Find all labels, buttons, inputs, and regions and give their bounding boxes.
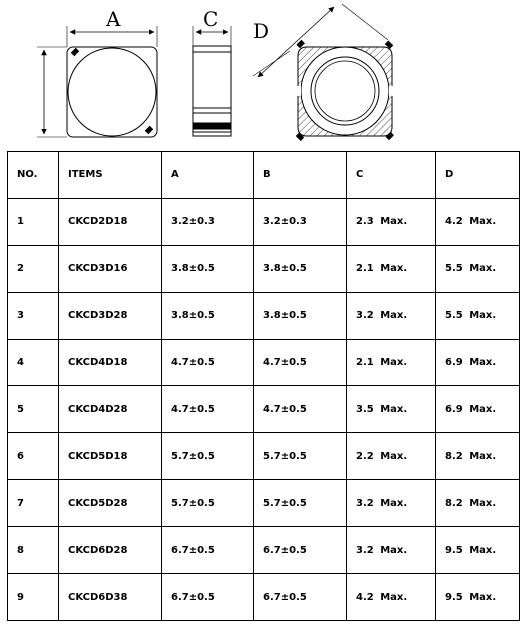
cell-d: 8.2 Max. xyxy=(436,433,520,480)
cell-c: 2.3 Max. xyxy=(347,198,436,245)
cell-b: 3.8±0.5 xyxy=(254,245,347,292)
cell-c: 2.2 Max. xyxy=(347,433,436,480)
cell-b: 3.2±0.3 xyxy=(254,198,347,245)
cell-item: CKCD4D28 xyxy=(59,386,162,433)
spec-table xyxy=(7,151,520,621)
cell-d: 9.5 Max. xyxy=(436,527,520,574)
table-row xyxy=(8,574,520,621)
cell-item: CKCD3D16 xyxy=(59,245,162,292)
cell-c: 2.1 Max. xyxy=(347,245,436,292)
dimension-drawing xyxy=(0,0,526,150)
table-row xyxy=(8,198,520,245)
cell-no: 3 xyxy=(8,292,59,339)
cell-c: 2.1 Max. xyxy=(347,339,436,386)
table-header-row xyxy=(8,152,520,199)
cell-a: 4.7±0.5 xyxy=(162,339,254,386)
table-row xyxy=(8,292,520,339)
table-row xyxy=(8,339,520,386)
header-d: D xyxy=(436,152,520,199)
cell-no: 5 xyxy=(8,386,59,433)
cell-item: CKCD5D28 xyxy=(59,480,162,527)
table-row xyxy=(8,480,520,527)
cell-item: CKCD6D38 xyxy=(59,574,162,621)
cell-c: 3.5 Max. xyxy=(347,386,436,433)
cell-a: 5.7±0.5 xyxy=(162,433,254,480)
cell-a: 3.2±0.3 xyxy=(162,198,254,245)
dim-d-label: D xyxy=(253,19,270,43)
cell-a: 3.8±0.5 xyxy=(162,245,254,292)
table-row xyxy=(8,386,520,433)
cell-item: CKCD2D18 xyxy=(59,198,162,245)
header-c: C xyxy=(347,152,436,199)
cell-c: 3.2 Max. xyxy=(347,527,436,574)
side-view xyxy=(193,26,231,136)
section-view xyxy=(253,4,394,141)
cell-no: 6 xyxy=(8,433,59,480)
cell-item: CKCD4D18 xyxy=(59,339,162,386)
cell-item: CKCD3D28 xyxy=(59,292,162,339)
cell-c: 3.2 Max. xyxy=(347,480,436,527)
cell-d: 5.5 Max. xyxy=(436,292,520,339)
cell-d: 9.5 Max. xyxy=(436,574,520,621)
cell-item: CKCD6D28 xyxy=(59,527,162,574)
dim-c-label: C xyxy=(203,7,219,31)
cell-c: 3.2 Max. xyxy=(347,292,436,339)
header-a: A xyxy=(162,152,254,199)
cell-b: 4.7±0.5 xyxy=(254,339,347,386)
cell-b: 4.7±0.5 xyxy=(254,386,347,433)
cell-a: 5.7±0.5 xyxy=(162,480,254,527)
header-items: ITEMS xyxy=(59,152,162,199)
cell-b: 6.7±0.5 xyxy=(254,527,347,574)
cell-b: 3.8±0.5 xyxy=(254,292,347,339)
table-row xyxy=(8,245,520,292)
cell-no: 4 xyxy=(8,339,59,386)
dim-a-label: A xyxy=(106,7,121,31)
cell-d: 6.9 Max. xyxy=(436,339,520,386)
cell-no: 2 xyxy=(8,245,59,292)
cell-a: 4.7±0.5 xyxy=(162,386,254,433)
cell-no: 7 xyxy=(8,480,59,527)
cell-b: 5.7±0.5 xyxy=(254,433,347,480)
cell-d: 8.2 Max. xyxy=(436,480,520,527)
cell-d: 4.2 Max. xyxy=(436,198,520,245)
top-view xyxy=(37,26,157,137)
cell-a: 6.7±0.5 xyxy=(162,527,254,574)
cell-no: 8 xyxy=(8,527,59,574)
cell-b: 6.7±0.5 xyxy=(254,574,347,621)
cell-no: 9 xyxy=(8,574,59,621)
cell-a: 6.7±0.5 xyxy=(162,574,254,621)
header-b: B xyxy=(254,152,347,199)
table-row xyxy=(8,433,520,480)
cell-a: 3.8±0.5 xyxy=(162,292,254,339)
header-no: NO. xyxy=(8,152,59,199)
cell-d: 5.5 Max. xyxy=(436,245,520,292)
cell-b: 5.7±0.5 xyxy=(254,480,347,527)
cell-item: CKCD5D18 xyxy=(59,433,162,480)
cell-c: 4.2 Max. xyxy=(347,574,436,621)
cell-no: 1 xyxy=(8,198,59,245)
table-row xyxy=(8,527,520,574)
cell-d: 6.9 Max. xyxy=(436,386,520,433)
